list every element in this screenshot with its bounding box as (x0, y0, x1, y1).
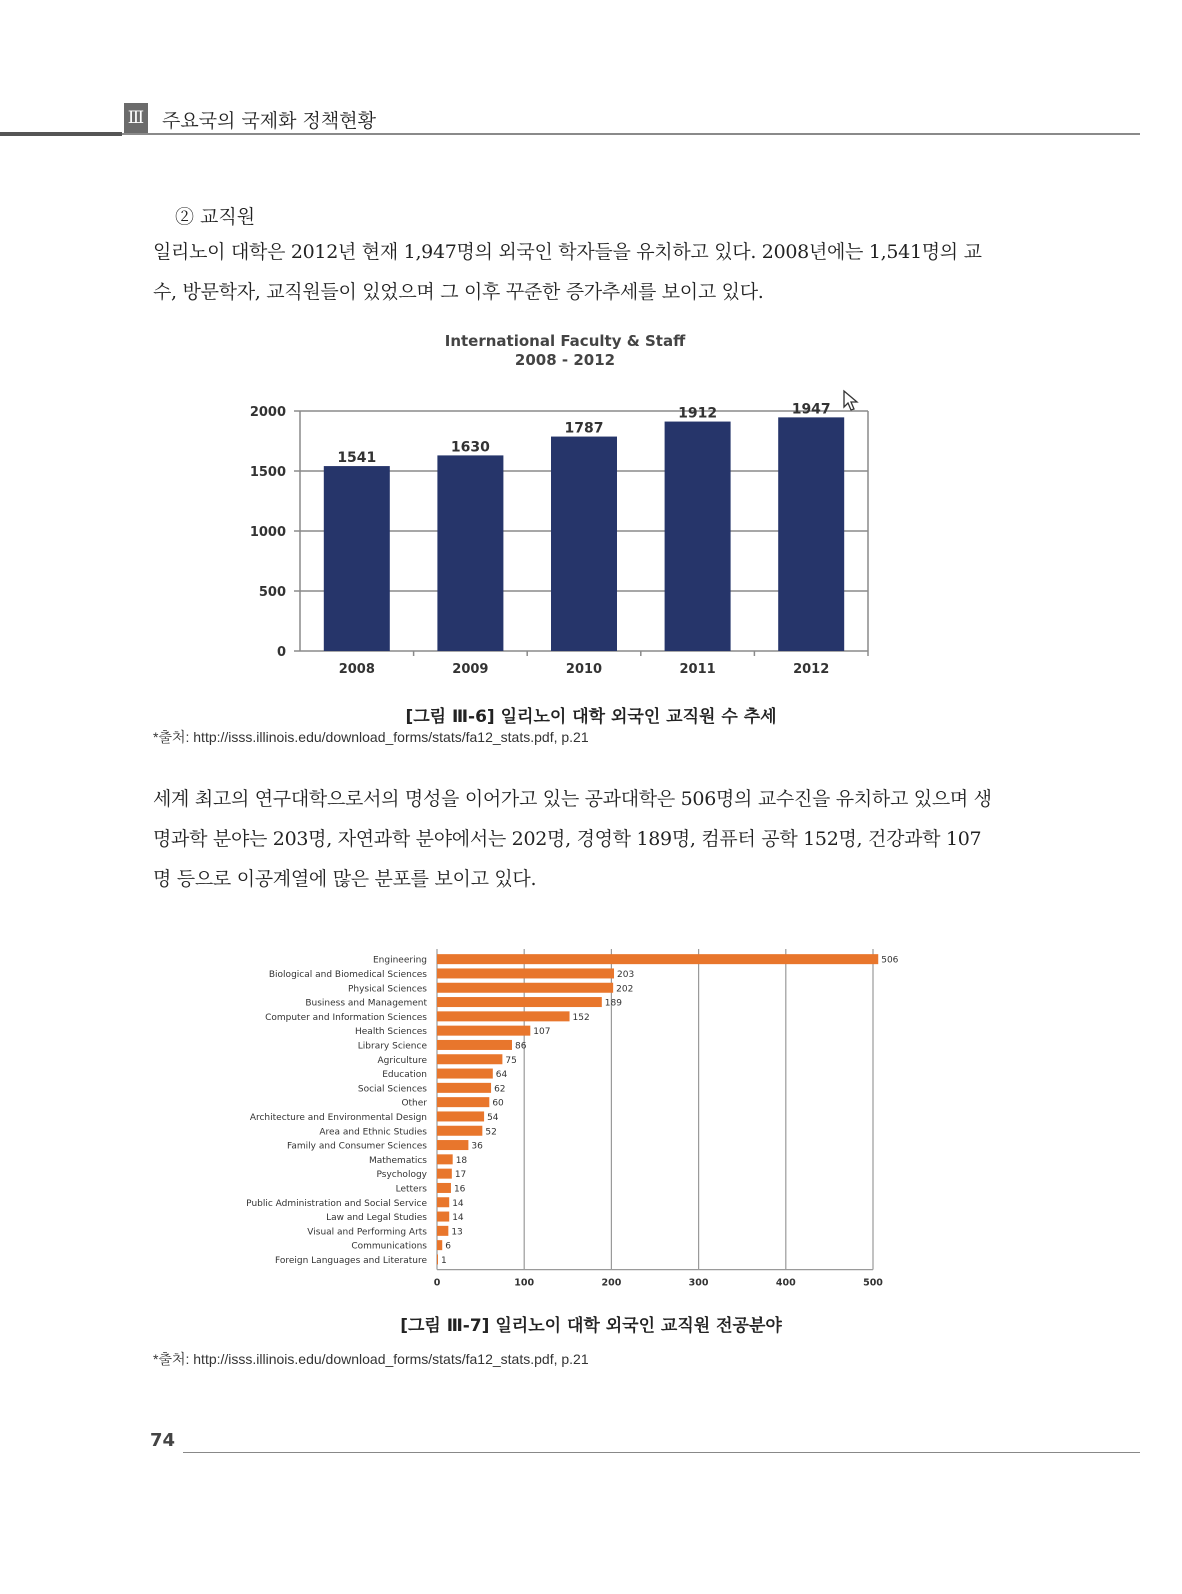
chart2-bar (437, 1111, 484, 1121)
chart2-category-label: Family and Consumer Sciences (287, 1141, 427, 1152)
chart2-data-label: 60 (492, 1098, 504, 1109)
chart1-title: International Faculty & Staff (444, 332, 686, 350)
chart2-data-label: 14 (452, 1213, 464, 1224)
running-header-title: 주요국의 국제화 정책현황 (162, 110, 376, 132)
chart2-data-label: 14 (452, 1198, 464, 1209)
chart1-bar (324, 466, 390, 651)
chart2-bar (437, 997, 602, 1007)
chart2-bar (437, 1126, 482, 1136)
chart2-category-label: Business and Management (305, 998, 427, 1009)
chart2-xtick-label: 400 (775, 1277, 796, 1289)
chart1-xtick-label: 2012 (793, 662, 830, 677)
chart2-xtick-label: 100 (514, 1277, 535, 1289)
chart2-bar (437, 1140, 468, 1150)
chart2-data-label: 189 (604, 998, 622, 1009)
chart2-bar (437, 1254, 438, 1264)
chart2-category-label: Visual and Performing Arts (307, 1227, 427, 1238)
chart2-bar (437, 1240, 442, 1250)
chart1-data-label: 1947 (791, 401, 831, 418)
chart2-category-label: Health Sciences (355, 1027, 427, 1038)
mouse-pointer-icon (842, 389, 864, 413)
chart1-data-label: 1630 (450, 439, 490, 456)
chart1-bar (437, 455, 503, 651)
chart1-data-label: 1541 (337, 450, 377, 467)
chart2-data-label: 506 (881, 955, 899, 966)
figure2-source: *출처: http://isss.illinois.edu/download_forms/stats/fa12_stats.pdf, p.21 (153, 1351, 589, 1367)
chart2-bar (437, 1212, 449, 1222)
chart2-category-label: Area and Ethnic Studies (319, 1127, 427, 1138)
chapter-badge: Ⅲ (124, 103, 148, 133)
chart2-bar (437, 1197, 449, 1207)
chart2-bar (437, 968, 614, 978)
chart2-bar (437, 1169, 452, 1179)
chart1-xtick-label: 2008 (338, 662, 375, 677)
chart2-data-label: 75 (505, 1055, 517, 1066)
faculty-trend-bar-chart (240, 325, 880, 685)
chart2-data-label: 62 (494, 1084, 506, 1095)
chart2-category-label: Public Administration and Social Service (246, 1198, 427, 1209)
chart2-xtick-label: 200 (601, 1277, 622, 1289)
chart2-bar (437, 1011, 570, 1021)
chart1-ytick-label: 1000 (249, 525, 286, 540)
paragraph-faculty-intro: 일리노이 대학은 2012년 현재 1,947명의 외국인 학자들을 유치하고 있다. 2008년에는 1,541명의 교수, 방문학자, 교직원들이 있었으며 그 이후 꾸준한 증가추세를 보이고 있다. (153, 241, 982, 303)
chart2-category-label: Law and Legal Studies (326, 1213, 427, 1224)
chart2-data-label: 17 (454, 1170, 467, 1181)
chart2-bar (437, 1097, 489, 1107)
chart2-data-label: 52 (485, 1127, 497, 1138)
chart2-xtick-label: 0 (433, 1277, 441, 1289)
chart2-category-label: Architecture and Environmental Design (249, 1112, 427, 1123)
chart2-data-label: 13 (451, 1227, 463, 1238)
chart2-category-label: Other (401, 1098, 427, 1109)
chart2-data-label: 54 (487, 1112, 499, 1123)
chart2-category-label: Library Science (357, 1041, 427, 1052)
faculty-major-bar-chart (230, 945, 920, 1295)
chart1-subtitle: 2008 - 2012 (514, 351, 616, 369)
chart2-category-label: Mathematics (369, 1155, 427, 1166)
chart2-category-label: Letters (395, 1184, 427, 1195)
chart2-category-label: Physical Sciences (347, 984, 427, 995)
chart2-category-label: Computer and Information Sciences (265, 1012, 427, 1023)
chart2-xtick-label: 500 (863, 1277, 883, 1289)
chart2-bar (437, 1226, 448, 1236)
chart2-data-label: 18 (455, 1155, 468, 1166)
chart2-bar (437, 1069, 493, 1079)
chart2-category-label: Foreign Languages and Literature (274, 1255, 427, 1266)
chart2-category-label: Psychology (376, 1170, 427, 1181)
chart2-bar (437, 1054, 502, 1064)
section-subheading: ② 교직원 (175, 206, 256, 228)
chart1-ytick-label: 500 (258, 585, 286, 600)
figure2-caption: [그림 Ⅲ-7] 일리노이 대학 외국인 교직원 전공분야 (400, 1316, 782, 1336)
chart1-bar (551, 437, 617, 651)
chart1-data-label: 1787 (564, 420, 604, 437)
page-number: 74 (150, 1430, 176, 1451)
chart1-ytick-label: 0 (276, 645, 286, 660)
chart2-data-label: 16 (453, 1184, 466, 1195)
chart2-bar (437, 1183, 451, 1193)
chart2-data-label: 202 (616, 984, 634, 995)
header-rule-accent (0, 132, 122, 136)
chart2-xtick-label: 300 (688, 1277, 709, 1289)
chart2-category-label: Communications (351, 1241, 427, 1252)
chart1-ytick-label: 1500 (249, 465, 286, 480)
chart2-bar (437, 954, 878, 964)
paragraph-majors: 세계 최고의 연구대학으로서의 명성을 이어가고 있는 공과대학은 506명의 교수진을 유치하고 있으며 생명과학 분야는 203명, 자연과학 분야에서는 202명, 경영학 189명, 컴퓨터 공학 152명, 건강과학 107명 등으로 이공계열에 많은 분포를 보이고 있다. (153, 788, 992, 890)
chart2-data-label: 152 (572, 1012, 590, 1023)
chart2-category-label: Education (382, 1070, 427, 1081)
chart1-xtick-label: 2009 (452, 662, 489, 677)
chart2-bar (437, 1040, 512, 1050)
chart2-data-label: 6 (445, 1241, 451, 1252)
figure1-source: *출처: http://isss.illinois.edu/download_forms/stats/fa12_stats.pdf, p.21 (153, 729, 589, 745)
chart2-category-label: Biological and Biomedical Sciences (268, 969, 427, 980)
chart2-data-label: 36 (471, 1141, 483, 1152)
chart2-data-label: 1 (441, 1255, 447, 1266)
chart2-data-label: 203 (617, 969, 635, 980)
chart1-data-label: 1912 (678, 405, 718, 422)
chart2-bar (437, 1026, 530, 1036)
chart2-category-label: Engineering (373, 955, 427, 966)
chart1-bar (778, 417, 844, 651)
chart2-bar (437, 983, 613, 993)
chart2-data-label: 64 (495, 1070, 508, 1081)
chart1-ytick-label: 2000 (249, 405, 286, 420)
chart2-data-label: 86 (514, 1041, 527, 1052)
chart2-category-label: Social Sciences (357, 1084, 427, 1095)
chart2-data-label: 107 (533, 1027, 551, 1038)
figure1-caption: [그림 Ⅲ-6] 일리노이 대학 외국인 교직원 수 추세 (405, 707, 777, 727)
header-rule (0, 133, 1140, 135)
chart1-bar (665, 422, 731, 651)
chart2-category-label: Agriculture (377, 1055, 427, 1066)
chart2-bar (437, 1083, 491, 1093)
footer-rule (183, 1452, 1140, 1453)
chart1-xtick-label: 2010 (565, 662, 603, 677)
chart1-xtick-label: 2011 (679, 662, 716, 677)
chart2-bar (437, 1154, 453, 1164)
